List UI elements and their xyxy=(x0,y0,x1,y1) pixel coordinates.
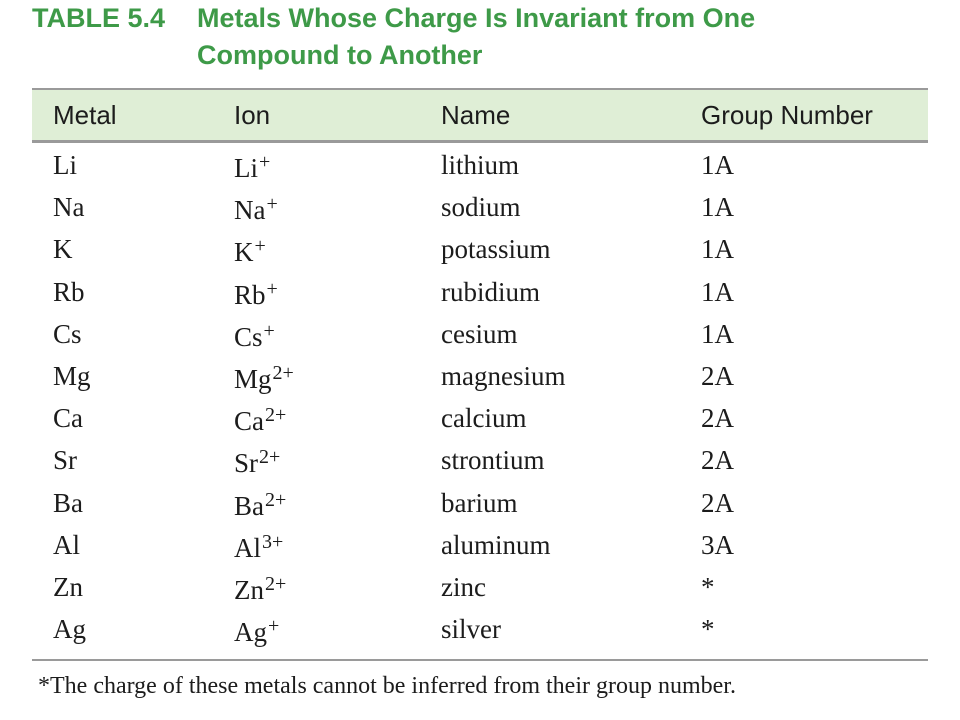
ion-charge: + xyxy=(259,151,271,173)
ion-charge: 2+ xyxy=(265,404,287,427)
ion-charge: 3+ xyxy=(262,530,284,553)
table-body xyxy=(0,144,960,650)
ion-charge: + xyxy=(266,277,278,300)
ion-cell xyxy=(234,527,283,569)
ion-symbol: Ag xyxy=(234,617,267,648)
name-cell: calcium xyxy=(441,403,527,434)
table-row xyxy=(0,313,960,355)
table-title: Metals Whose Charge Is Invariant from One Compound to Another xyxy=(197,3,756,70)
metal-cell: Ca xyxy=(53,403,83,434)
ion-cell xyxy=(234,189,278,231)
table-row xyxy=(0,186,960,228)
ion-charge: 2+ xyxy=(265,488,287,511)
ion-symbol: Rb xyxy=(234,279,266,310)
table-row xyxy=(0,271,960,313)
table-row xyxy=(0,482,960,524)
ion-cell xyxy=(234,400,286,442)
ion-cell xyxy=(234,442,280,484)
ion-symbol: Sr xyxy=(234,448,259,479)
metal-cell: Ba xyxy=(53,487,83,518)
group-cell: 2A xyxy=(701,403,734,434)
metal-cell: Al xyxy=(53,529,80,560)
ion-cell xyxy=(234,274,278,316)
name-cell: strontium xyxy=(441,445,545,476)
metal-cell: Ag xyxy=(53,614,86,645)
ion-charge: + xyxy=(268,615,280,638)
table-row xyxy=(0,566,960,608)
group-cell: 2A xyxy=(701,445,734,476)
group-cell: 1A xyxy=(701,150,734,180)
metal-cell: Mg xyxy=(53,360,91,391)
name-cell: lithium xyxy=(441,150,520,180)
ion-symbol: Al xyxy=(234,532,261,563)
group-cell: 1A xyxy=(701,192,734,223)
table-row xyxy=(0,144,960,186)
metal-cell: Zn xyxy=(53,571,83,602)
table-footnote: *The charge of these metals cannot be inferred from their group number. xyxy=(38,673,736,699)
name-cell: potassium xyxy=(441,234,551,265)
ion-cell xyxy=(234,611,279,653)
name-cell: barium xyxy=(441,487,518,518)
group-cell: * xyxy=(701,614,715,645)
bottom-rule xyxy=(32,659,928,661)
group-cell: 3A xyxy=(701,529,734,560)
group-cell: * xyxy=(701,571,715,602)
name-cell: rubidium xyxy=(441,276,540,307)
ion-symbol: Mg xyxy=(234,363,272,394)
ion-charge: 2+ xyxy=(265,572,287,595)
ion-symbol: Zn xyxy=(234,574,264,605)
ion-charge: + xyxy=(263,319,275,342)
name-cell: magnesium xyxy=(441,360,566,391)
column-header-metal: Metal xyxy=(53,100,117,130)
group-cell: 2A xyxy=(701,360,734,391)
ion-symbol: Na xyxy=(234,195,266,226)
metal-cell: Rb xyxy=(53,276,85,307)
ion-symbol: Li xyxy=(234,153,258,183)
column-header-group-number: Group Number xyxy=(701,100,873,130)
group-cell: 1A xyxy=(701,234,734,265)
group-cell: 2A xyxy=(701,487,734,518)
ion-symbol: Cs xyxy=(234,321,263,352)
metal-cell: Sr xyxy=(53,445,78,476)
header-rule xyxy=(32,140,928,143)
table-row xyxy=(0,397,960,439)
name-cell: cesium xyxy=(441,318,518,349)
group-cell: 1A xyxy=(701,318,734,349)
table-label: TABLE 5.4 xyxy=(32,3,166,33)
metal-cell: Cs xyxy=(53,318,82,349)
ion-cell xyxy=(234,358,294,400)
metal-cell: Na xyxy=(53,192,85,223)
name-cell: aluminum xyxy=(441,529,551,560)
ion-cell xyxy=(234,316,275,358)
column-header-name: Name xyxy=(441,100,511,130)
ion-charge: 2+ xyxy=(272,361,294,384)
ion-charge: 2+ xyxy=(259,446,281,469)
name-cell: silver xyxy=(441,614,501,645)
group-cell: 1A xyxy=(701,276,734,307)
ion-symbol: Ca xyxy=(234,406,264,437)
ion-cell xyxy=(234,569,286,611)
column-header-ion: Ion xyxy=(234,100,271,130)
table-row xyxy=(0,608,960,650)
ion-symbol: K xyxy=(234,237,254,268)
name-cell: sodium xyxy=(441,192,521,223)
ion-charge: + xyxy=(254,235,266,258)
ion-cell xyxy=(234,485,286,527)
name-cell: zinc xyxy=(441,571,486,602)
ion-symbol: Ba xyxy=(234,490,264,521)
ion-charge: + xyxy=(266,193,278,216)
table-row xyxy=(0,439,960,481)
ion-cell xyxy=(234,231,266,273)
metal-cell: Li xyxy=(53,150,77,180)
table-row xyxy=(0,228,960,270)
table-row xyxy=(0,355,960,397)
table-row xyxy=(0,524,960,566)
metal-cell: K xyxy=(53,234,73,265)
ion-cell xyxy=(234,147,270,189)
